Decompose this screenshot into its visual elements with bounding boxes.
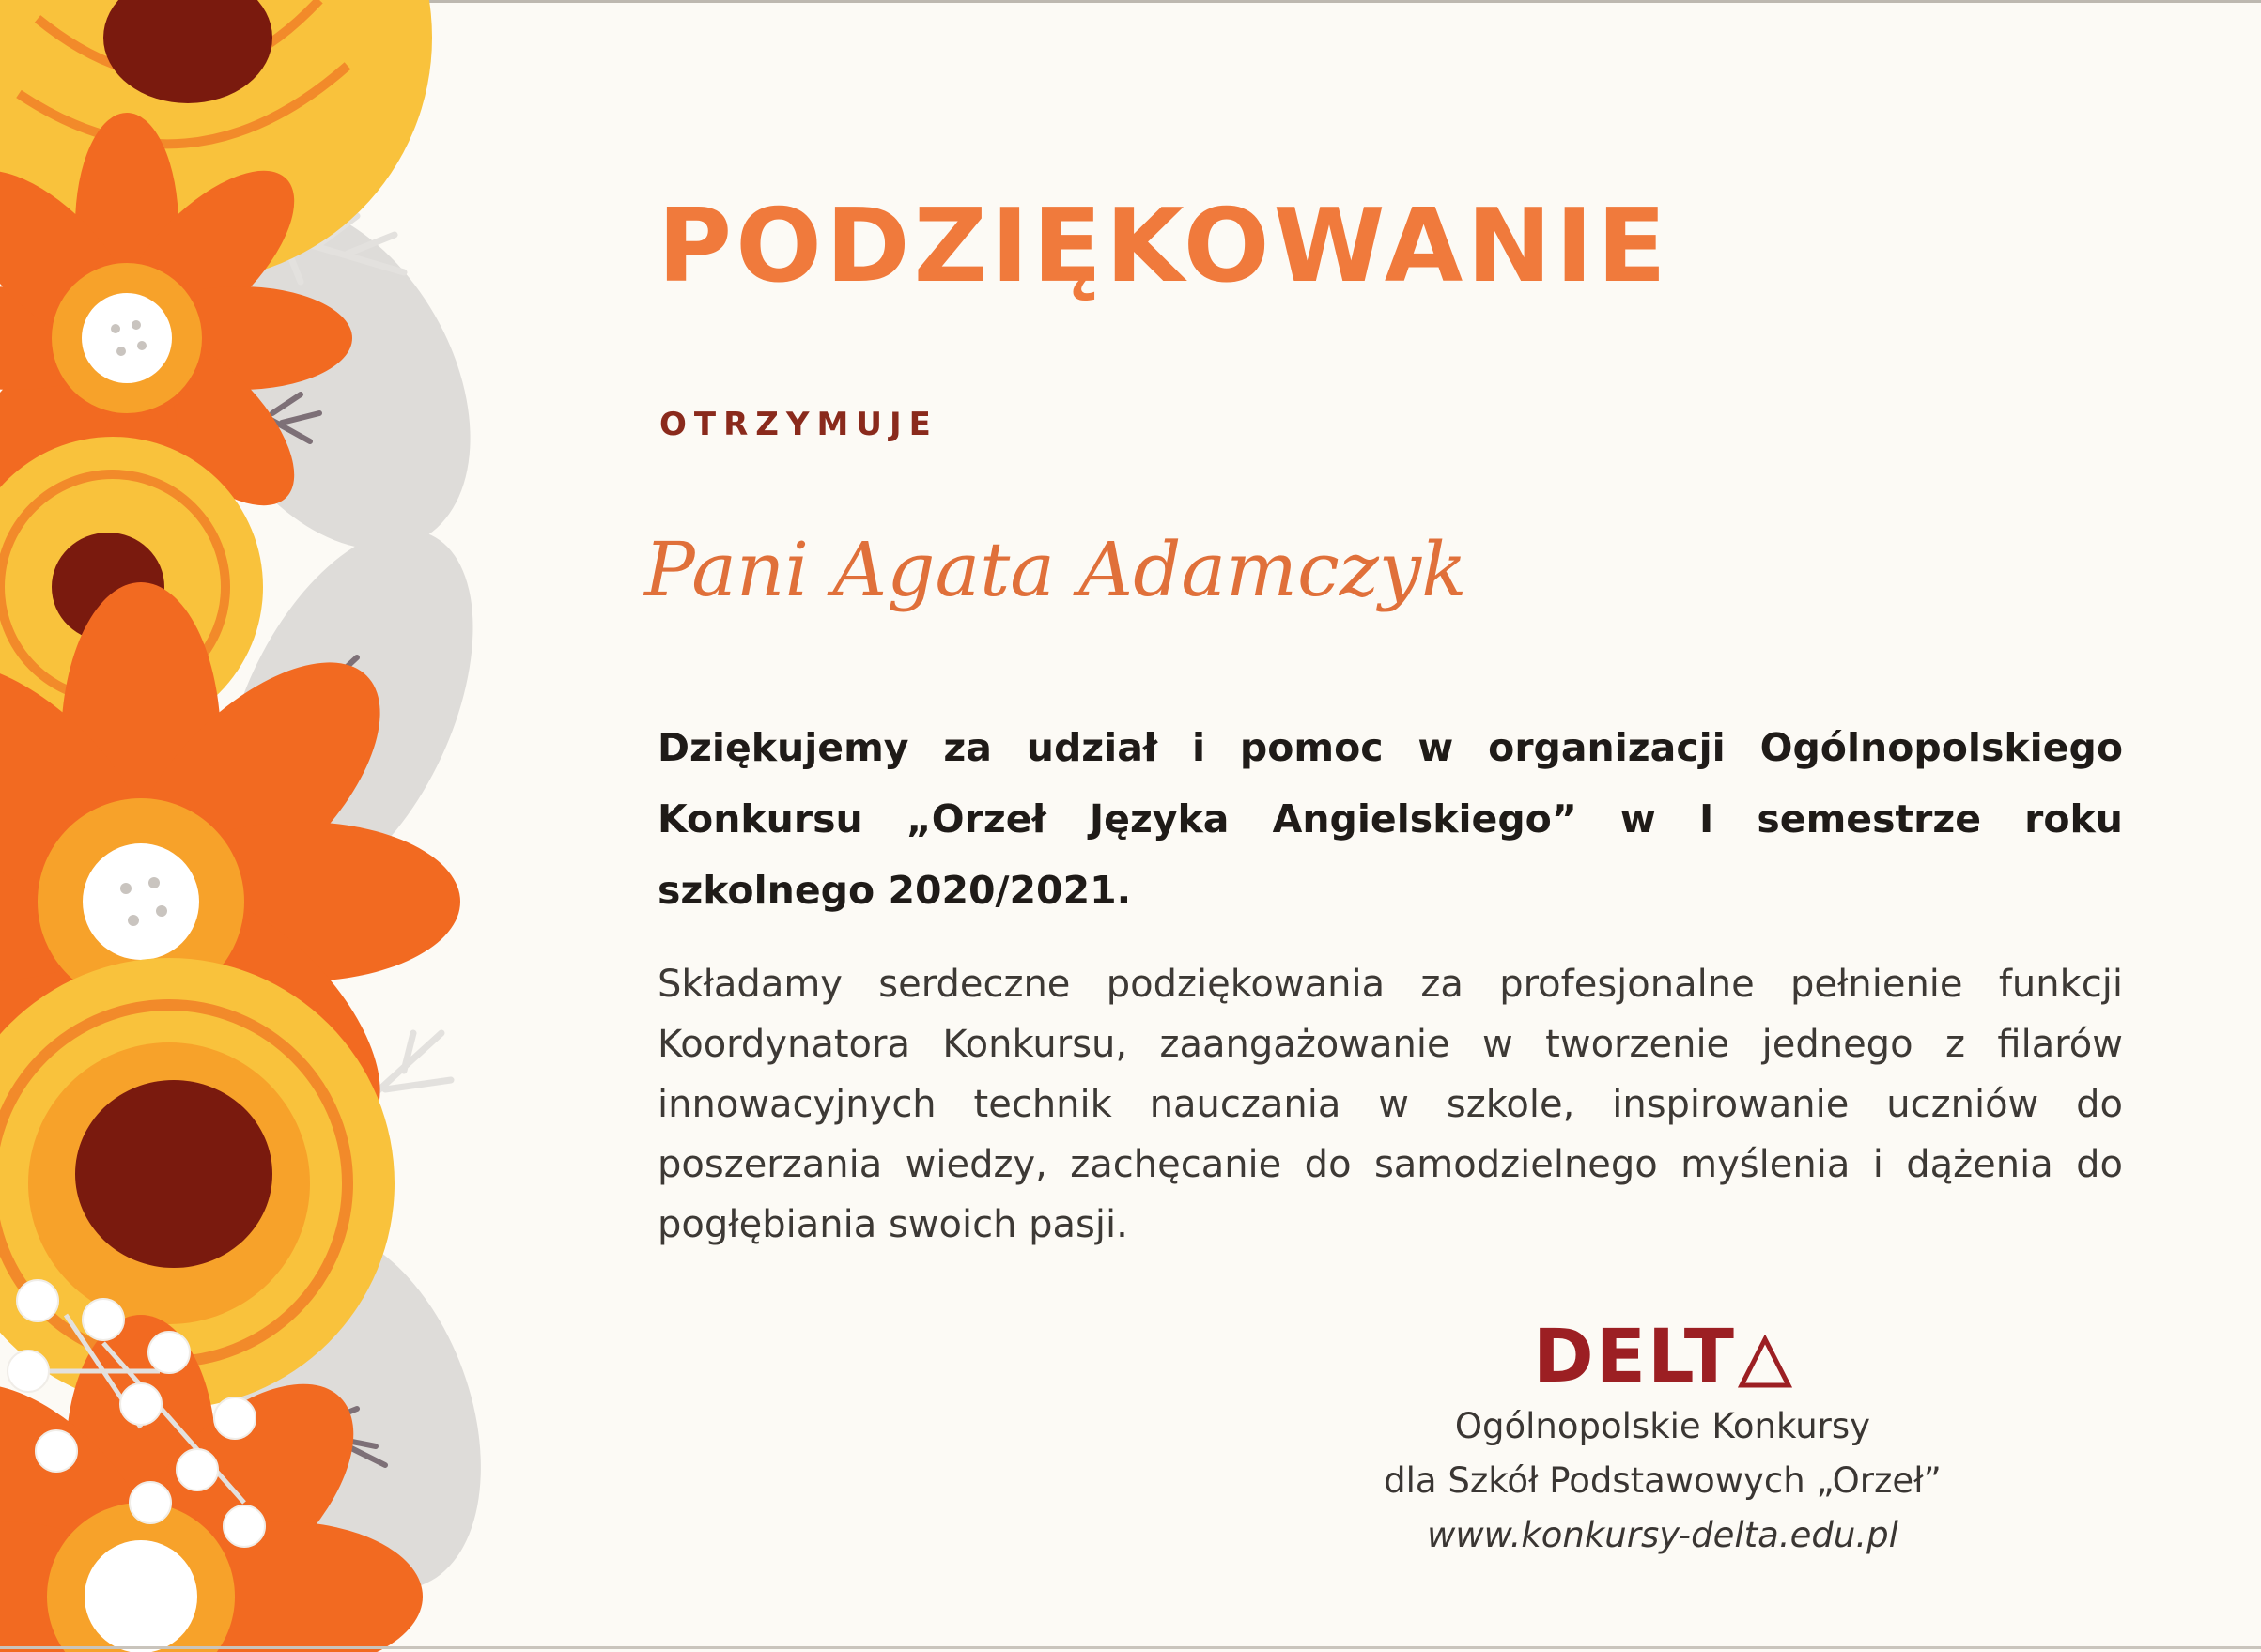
bottom-border-line — [0, 1646, 2261, 1649]
receives-label: OTRZYMUJE — [659, 406, 938, 443]
issuer-block — [1287, 1315, 2038, 1563]
issuer-website: www.konkursy-delta.edu.pl — [1427, 1515, 1898, 1555]
issuer-line-2: dla Szkół Podstawowych „Orzeł” — [1384, 1460, 1942, 1501]
floral-border-decoration — [0, 0, 507, 1652]
issuer-logo — [1533, 1315, 1792, 1399]
delta-triangle-icon — [1738, 1335, 1792, 1388]
acknowledgement-text: Składamy serdeczne podziękowania za profesjonalne pełnienie funkcji Koordynatora Konkursu, zaangażowanie w tworzenie jednego z filarów innowacyjnych technik nauczania w szkole, inspirowanie uczniów do poszerzania wiedzy, zachęcanie do samodzielnego myślenia i dążenia do pogłębiania swoich pasji. — [658, 963, 2123, 1246]
recipient-name: Pani Agata Adamczyk — [644, 526, 1467, 613]
thanks-statement: Dziękujemy za udział i pomoc w organizacji Ogólnopolskiego Konkursu „Orzeł Języka Angielskiego” w I semestrze roku szkolnego 2020/2021. — [658, 725, 2123, 913]
certificate-title: PODZIĘKOWANIE — [658, 188, 1670, 305]
logo-text: DELT — [1532, 1315, 1737, 1399]
issuer-line-1: Ogólnopolskie Konkursy — [1454, 1406, 1871, 1446]
